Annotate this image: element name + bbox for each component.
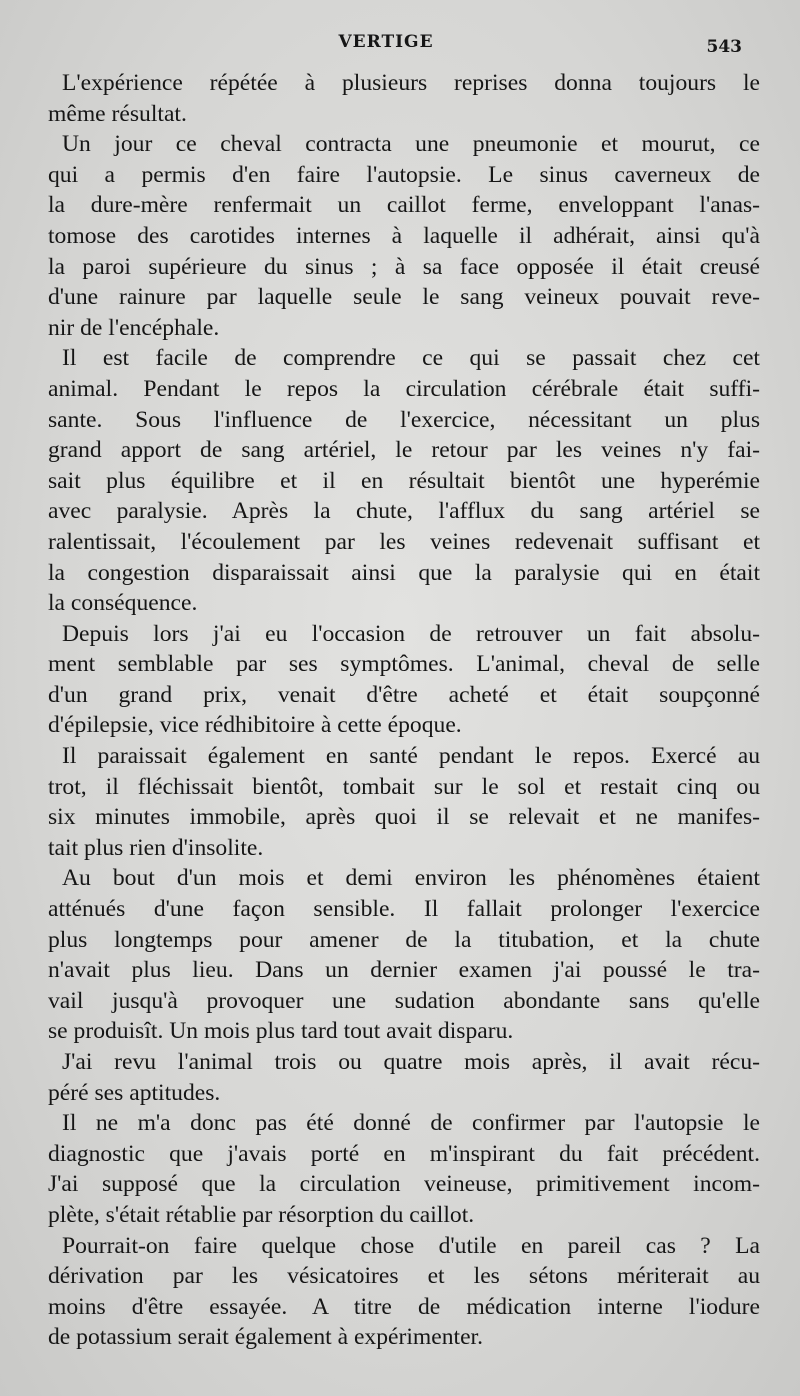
paragraph [48,129,760,343]
text-line: se produisît. Un mois plus tard tout avait disparu. [48,1018,514,1045]
text-line: ralentissait, l'écoulement par les veines redevenait suffisant et [48,528,760,555]
running-title: VERTIGE [338,32,434,52]
text-line: diagnostic que j'avais porté en m'inspirant du fait précédent. [48,1140,760,1167]
text-line: trot, il fléchissait bientôt, tombait sur le sol et restait cinq ou [48,773,760,800]
text-line: J'ai revu l'animal trois ou quatre mois après, il avait récu- [62,1049,760,1075]
text-line: Il est facile de comprendre ce qui se passait chez cet [62,345,760,372]
paragraph [48,863,760,1047]
text-line: Il paraissait également en santé pendant le repos. Exercé au [62,743,760,770]
text-line: J'ai supposé que la circulation veineuse, primitivement incom- [48,1171,760,1198]
text-line: Au bout d'un mois et demi environ les phénomènes étaient [62,865,760,892]
text-line: qui a permis d'en faire l'autopsie. Le sinus caverneux de [48,161,760,188]
paragraph [48,1231,760,1353]
text-line: moins d'être essayée. A titre de médication interne l'iodure [48,1293,760,1320]
text-line: péré ses aptitudes. [48,1079,221,1106]
text-line: Depuis lors j'ai eu l'occasion de retrouver un fait absolu- [62,620,760,647]
text-line: atténués d'une façon sensible. Il fallait prolonger l'exercice [48,896,760,923]
text-line: la conséquence. [48,590,198,617]
text-line: animal. Pendant le repos la circulation cérébrale était suffi- [48,375,760,402]
text-line: même résultat. [48,100,187,127]
text-line: vail jusqu'à provoquer une sudation abondante sans qu'elle [48,987,760,1014]
text-line: la congestion disparaissait ainsi que la paralysie qui en était [48,559,760,586]
paragraph [48,619,760,741]
paragraph [48,68,760,129]
text-line: dérivation par les vésicatoires et les sétons mériterait au [48,1263,760,1290]
text-line: plète, s'était rétablie par résorption du caillot. [48,1201,475,1228]
paragraph [48,1108,760,1230]
text-line: six minutes immobile, après quoi il se relevait et ne manifes- [48,804,760,831]
text-line: Pourrait-on faire quelque chose d'utile en pareil cas ? La [62,1232,760,1259]
text-line: d'épilepsie, vice rédhibitoire à cette époque. [48,712,462,739]
text-line: d'une rainure par laquelle seule le sang veineux pouvait reve- [48,284,760,311]
text-line: la paroi supérieure du sinus ; à sa face opposée il était creusé [48,253,760,280]
paragraph [48,1047,760,1108]
text-line: de potassium serait également à expérimenter. [48,1324,484,1351]
running-head [0,32,800,62]
text-line: d'un grand prix, venait d'être acheté et était soupçonné [48,681,760,708]
text-line: tomose des carotides internes à laquelle il adhérait, ainsi qu'à [48,222,760,249]
paragraph [48,343,760,618]
body-text [48,68,760,1353]
paragraph [48,741,760,863]
text-line: grand apport de sang artériel, le retour par les veines n'y fai- [48,437,760,464]
text-line: sante. Sous l'influence de l'exercice, nécessitant un plus [48,406,760,433]
text-line: L'expérience répétée à plusieurs reprises donna toujours le [62,70,760,96]
text-line: ment semblable par ses symptômes. L'animal, cheval de selle [48,651,760,678]
text-line: Un jour ce cheval contracta une pneumonie et mourut, ce [62,131,760,158]
text-line: Il ne m'a donc pas été donné de confirmer par l'autopsie le [62,1110,760,1137]
text-line: la dure-mère renfermait un caillot ferme, enveloppant l'anas- [48,192,760,219]
text-line: sait plus équilibre et il en résultait bientôt une hyperémie [48,467,760,494]
text-line: plus longtemps pour amener de la titubation, et la chute [48,926,760,953]
page-number: 543 [706,37,742,57]
text-line: tait plus rien d'insolite. [48,834,264,861]
text-line: nir de l'encéphale. [48,314,220,341]
text-line: n'avait plus lieu. Dans un dernier examen j'ai poussé le tra- [48,957,760,984]
text-line: avec paralysie. Après la chute, l'afflux du sang artériel se [48,498,760,525]
